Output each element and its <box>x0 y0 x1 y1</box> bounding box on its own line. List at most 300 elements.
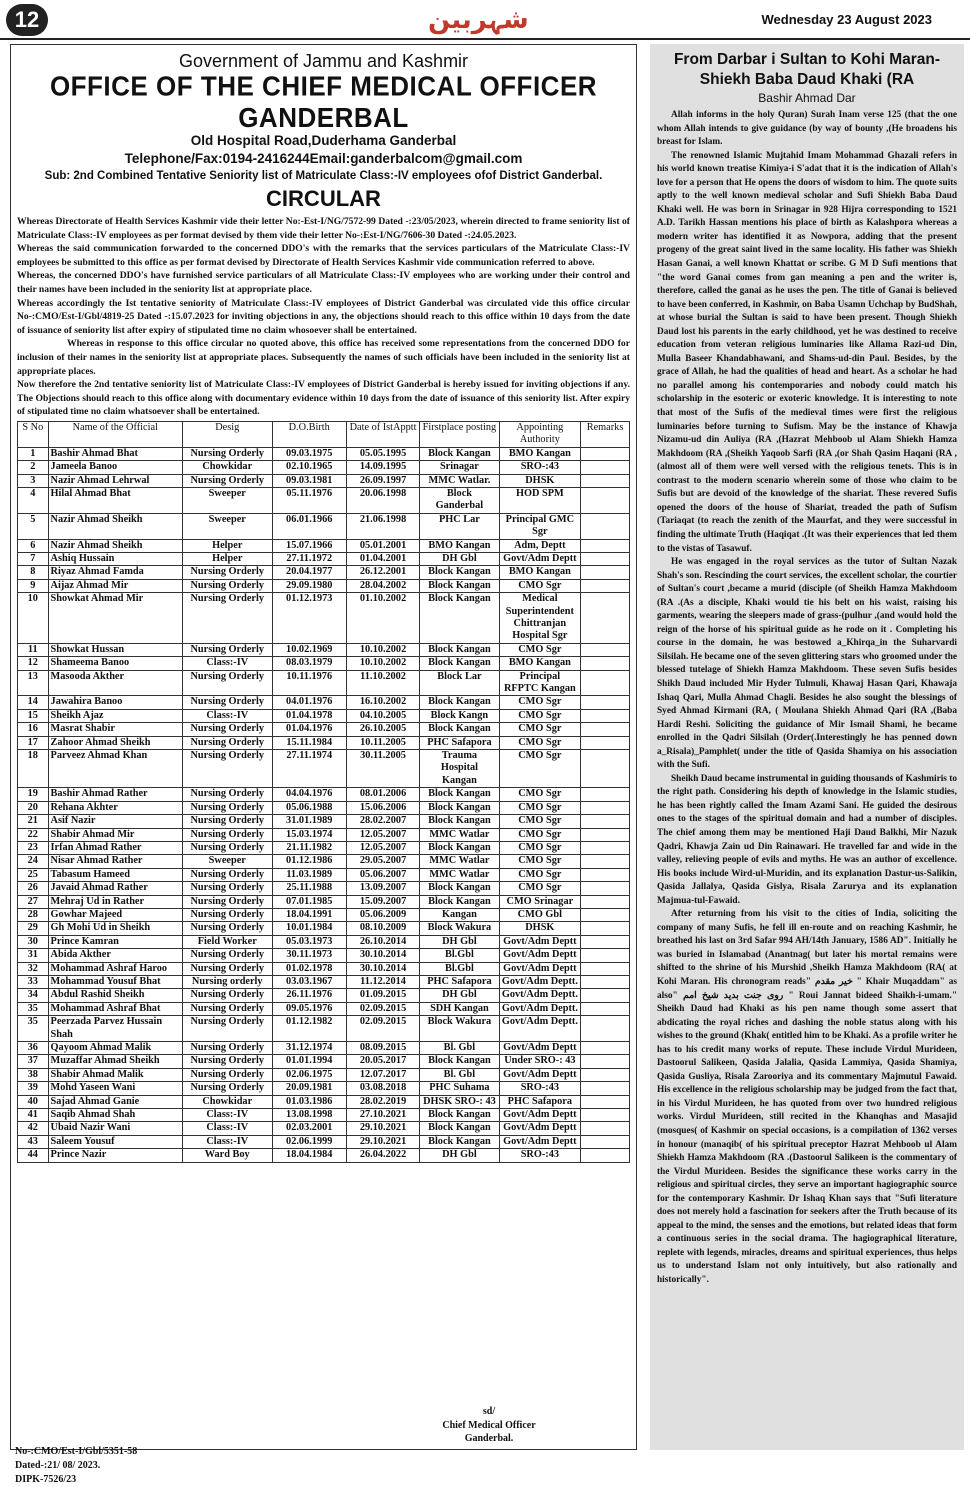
appointment-date-cell: 11.12.2014 <box>346 975 419 988</box>
dob-cell: 26.11.1976 <box>272 989 346 1002</box>
dob-cell: 11.03.1989 <box>272 868 346 881</box>
authority-cell: Govt/Adm Deptt <box>499 1068 580 1081</box>
signature-line: sd/ <box>482 1406 496 1417</box>
appointment-date-cell: 21.06.1998 <box>346 513 419 539</box>
designation-cell: Sweeper <box>182 855 272 868</box>
name-cell: Muzaffar Ahmad Sheikh <box>48 1055 182 1068</box>
column-header: Firstplace posting <box>420 421 499 447</box>
dob-cell: 29.09.1980 <box>272 579 346 592</box>
circular-notice <box>10 44 637 1485</box>
authority-cell: CMO Srinagar <box>499 895 580 908</box>
table-row <box>18 447 630 460</box>
article-paragraph: Allah informs in the holy Quran) Surah Inam verse 125 (that the one whom Allah intends to give guidance (by way of bounty ,(He broadens his breast for Islam. <box>657 110 957 148</box>
serial-cell: 38 <box>18 1068 49 1081</box>
serial-cell: 25 <box>18 868 49 881</box>
name-cell: Mohd Yaseen Wani <box>48 1082 182 1095</box>
designation-cell: Nursing orderly <box>182 975 272 988</box>
designation-cell: Class:-IV <box>182 1135 272 1148</box>
appointment-date-cell: 30.11.2005 <box>346 750 419 788</box>
serial-cell: 10 <box>18 593 49 644</box>
serial-cell: 35 <box>18 1016 49 1042</box>
dob-cell: 01.12.1982 <box>272 1016 346 1042</box>
circular-paragraph: Whereas Directorate of Health Services Kashmir vide their letter No:-Est-I/NG/7572-99 Dated -:23/05/2023, wherein directed to frame seniority list of Matriculate Class:-IV employees as per format devised by them vide their letter No-:Est-I/NG/7606-30 Dated -:24.05.2023. <box>17 216 630 241</box>
posting-cell: Block Kangan <box>420 1135 499 1148</box>
authority-cell: CMO Sgr <box>499 643 580 656</box>
table-row <box>18 1055 630 1068</box>
name-cell: Abdul Rashid Sheikh <box>48 989 182 1002</box>
name-cell: Masrat Shabir <box>48 723 182 736</box>
posting-cell: MMC Watlar <box>420 828 499 841</box>
designation-cell: Nursing Orderly <box>182 1042 272 1055</box>
authority-cell: Under SRO-: 43 <box>499 1055 580 1068</box>
dob-cell: 20.09.1981 <box>272 1082 346 1095</box>
dob-cell: 15.03.1974 <box>272 828 346 841</box>
table-body <box>18 447 630 1162</box>
appointment-date-cell: 02.09.2015 <box>346 1016 419 1042</box>
name-cell: Mohammad Ashraf Haroo <box>48 962 182 975</box>
table-row <box>18 1149 630 1162</box>
dob-cell: 10.01.1984 <box>272 922 346 935</box>
seniority-table <box>17 421 630 1163</box>
appointment-date-cell: 28.02.2019 <box>346 1095 419 1108</box>
dob-cell: 31.01.1989 <box>272 815 346 828</box>
authority-cell: Govt/Adm Deptt <box>499 1042 580 1055</box>
posting-cell: Block Kangan <box>420 815 499 828</box>
dob-cell: 09.05.1976 <box>272 1002 346 1015</box>
table-row <box>18 1042 630 1055</box>
serial-cell: 4 <box>18 487 49 513</box>
table-row <box>18 552 630 565</box>
serial-cell: 28 <box>18 908 49 921</box>
posting-cell: DH Gbl <box>420 1149 499 1162</box>
posting-cell: Block Kangan <box>420 566 499 579</box>
name-cell: Abida Akther <box>48 949 182 962</box>
serial-cell: 14 <box>18 696 49 709</box>
table-row <box>18 539 630 552</box>
designation-cell: Nursing Orderly <box>182 723 272 736</box>
designation-cell: Nursing Orderly <box>182 962 272 975</box>
appointment-date-cell: 29.05.2007 <box>346 855 419 868</box>
posting-cell: DHSK SRO-: 43 <box>420 1095 499 1108</box>
remarks-cell <box>581 566 630 579</box>
designation-cell: Ward Boy <box>182 1149 272 1162</box>
posting-cell: Block Kangan <box>420 643 499 656</box>
table-row <box>18 461 630 474</box>
appointment-date-cell: 29.10.2021 <box>346 1135 419 1148</box>
remarks-cell <box>581 801 630 814</box>
dob-cell: 05.11.1976 <box>272 487 346 513</box>
table-row <box>18 670 630 696</box>
dob-cell: 18.04.1991 <box>272 908 346 921</box>
table-row <box>18 868 630 881</box>
designation-cell: Class:-IV <box>182 657 272 670</box>
name-cell: Jawahira Banoo <box>48 696 182 709</box>
name-cell: Ubaid Nazir Wani <box>48 1122 182 1135</box>
remarks-cell <box>581 855 630 868</box>
circular-paragraph: Whereas accordingly the Ist tentative seniority of Matriculate Class:-IV employees of District Ganderbal was circulated vide this office circular No-:CMO/Est-I/Gbl/4819-25 Dated -:15.07.2023 for inviting objections in any, the objections should reach to this office within 10 days from the date of issuance of seniority list after expiry of stipulated time no claim whosoever shall be entertained. <box>17 297 630 336</box>
designation-cell: Nursing Orderly <box>182 989 272 1002</box>
remarks-cell <box>581 709 630 722</box>
remarks-cell <box>581 657 630 670</box>
appointment-date-cell: 30.10.2014 <box>346 962 419 975</box>
table-row <box>18 487 630 513</box>
authority-cell: SRO-:43 <box>499 1149 580 1162</box>
newspaper-logo: شہربین <box>428 5 529 35</box>
serial-cell: 40 <box>18 1095 49 1108</box>
posting-cell: Block Kangan <box>420 447 499 460</box>
remarks-cell <box>581 579 630 592</box>
office-contact: Telephone/Fax:0194-2416244Email:ganderbalcom@gmail.com <box>124 151 523 166</box>
serial-cell: 11 <box>18 643 49 656</box>
dob-cell: 15.07.1966 <box>272 539 346 552</box>
name-cell: Shameema Banoo <box>48 657 182 670</box>
remarks-cell <box>581 882 630 895</box>
authority-cell: Principal RFPTC Kangan <box>499 670 580 696</box>
authority-cell: Govt/Adm Deptt <box>499 552 580 565</box>
serial-cell: 36 <box>18 1042 49 1055</box>
serial-cell: 6 <box>18 539 49 552</box>
designation-cell: Nursing Orderly <box>182 922 272 935</box>
serial-cell: 16 <box>18 723 49 736</box>
appointment-date-cell: 12.07.2017 <box>346 1068 419 1081</box>
posting-cell: Bl.Gbl <box>420 949 499 962</box>
authority-cell: Govt/Adm Deptt <box>499 1135 580 1148</box>
designation-cell: Nursing Orderly <box>182 1016 272 1042</box>
authority-cell: Govt/Adm Deptt <box>499 1122 580 1135</box>
posting-cell: Block Wakura <box>420 922 499 935</box>
remarks-cell <box>581 474 630 487</box>
posting-cell: Block Kangan <box>420 696 499 709</box>
table-header-row <box>18 421 630 447</box>
dob-cell: 01.04.1978 <box>272 709 346 722</box>
name-cell: Nisar Ahmad Rather <box>48 855 182 868</box>
posting-cell: Block Kangan <box>420 895 499 908</box>
remarks-cell <box>581 447 630 460</box>
serial-cell: 8 <box>18 566 49 579</box>
signature-block <box>409 1405 569 1446</box>
table-row <box>18 922 630 935</box>
dob-cell: 05.03.1973 <box>272 935 346 948</box>
column-header: D.O.Birth <box>272 421 346 447</box>
serial-cell: 1 <box>18 447 49 460</box>
designation-cell: Sweeper <box>182 513 272 539</box>
dob-cell: 31.12.1974 <box>272 1042 346 1055</box>
table-row <box>18 750 630 788</box>
designation-cell: Nursing Orderly <box>182 670 272 696</box>
table-row <box>18 579 630 592</box>
name-cell: Javaid Ahmad Rather <box>48 882 182 895</box>
remarks-cell <box>581 1149 630 1162</box>
authority-cell: BMO Kangan <box>499 657 580 670</box>
dob-cell: 09.03.1981 <box>272 474 346 487</box>
table-row <box>18 474 630 487</box>
posting-cell: Block Kangan <box>420 723 499 736</box>
remarks-cell <box>581 513 630 539</box>
name-cell: Aijaz Ahmad Mir <box>48 579 182 592</box>
name-cell: Sheikh Ajaz <box>48 709 182 722</box>
name-cell: Bashir Ahmad Bhat <box>48 447 182 460</box>
designation-cell: Nursing Orderly <box>182 447 272 460</box>
signature-line: Chief Medical Officer <box>442 1419 536 1431</box>
signature-line: Ganderbal. <box>464 1433 514 1444</box>
dipk-number: DIPK-7526/23 <box>15 1474 77 1485</box>
remarks-cell <box>581 1135 630 1148</box>
designation-cell: Class:-IV <box>182 709 272 722</box>
article-author: Bashir Ahmad Dar <box>758 91 856 105</box>
posting-cell: Srinagar <box>420 461 499 474</box>
posting-cell: Block Kangan <box>420 788 499 801</box>
remarks-cell <box>581 461 630 474</box>
authority-cell: Govt/Adm Deptt. <box>499 1016 580 1042</box>
posting-cell: Bl. Gbl <box>420 1042 499 1055</box>
dob-cell: 02.06.1975 <box>272 1068 346 1081</box>
name-cell: Hilal Ahmad Bhat <box>48 487 182 513</box>
name-cell: Gowhar Majeed <box>48 908 182 921</box>
name-cell: Riyaz Ahmad Famda <box>48 566 182 579</box>
authority-cell: Govt/Adm Deptt. <box>499 989 580 1002</box>
table-row <box>18 801 630 814</box>
serial-cell: 9 <box>18 579 49 592</box>
serial-cell: 15 <box>18 709 49 722</box>
remarks-cell <box>581 1002 630 1015</box>
name-cell: Parveez Ahmad Khan <box>48 750 182 788</box>
reference-number: No-:CMO/Est-I/Gbl/5351-58 <box>15 1446 138 1457</box>
posting-cell: MMC Watlar. <box>420 474 499 487</box>
posting-cell: Block Kangan <box>420 593 499 644</box>
table-row <box>18 949 630 962</box>
appointment-date-cell: 14.09.1995 <box>346 461 419 474</box>
serial-cell: 2 <box>18 461 49 474</box>
serial-cell: 39 <box>18 1082 49 1095</box>
dob-cell: 13.08.1998 <box>272 1109 346 1122</box>
serial-cell: 20 <box>18 801 49 814</box>
dob-cell: 10.02.1969 <box>272 643 346 656</box>
remarks-cell <box>581 1068 630 1081</box>
table-row <box>18 1068 630 1081</box>
appointment-date-cell: 26.10.2005 <box>346 723 419 736</box>
remarks-cell <box>581 935 630 948</box>
dob-cell: 30.11.1973 <box>272 949 346 962</box>
table-row <box>18 975 630 988</box>
name-cell: Peerzada Parvez Hussain Shah <box>48 1016 182 1042</box>
appointment-date-cell: 11.10.2002 <box>346 670 419 696</box>
name-cell: Sajad Ahmad Ganie <box>48 1095 182 1108</box>
name-cell: Showkat Hussan <box>48 643 182 656</box>
designation-cell: Field Worker <box>182 935 272 948</box>
circular-paragraph: Now therefore the 2nd tentative seniority list of Matriculate Class:-IV employees of District Ganderbal is hereby issued for inviting objections if any. The Objections should reach to this office along with documentary evidence within 10 days from the date of issuance of this seniority list. After expiry of stipulated time no claim whatsoever shall be entertained. <box>17 379 630 418</box>
authority-cell: CMO Sgr <box>499 788 580 801</box>
dob-cell: 01.03.1986 <box>272 1095 346 1108</box>
dob-cell: 27.11.1972 <box>272 552 346 565</box>
remarks-cell <box>581 643 630 656</box>
masthead <box>0 0 970 40</box>
name-cell: Shabir Ahmad Malik <box>48 1068 182 1081</box>
remarks-cell <box>581 723 630 736</box>
appointment-date-cell: 26.04.2022 <box>346 1149 419 1162</box>
table-row <box>18 815 630 828</box>
authority-cell: CMO Sgr <box>499 750 580 788</box>
posting-cell: Kangan <box>420 908 499 921</box>
remarks-cell <box>581 1082 630 1095</box>
remarks-cell <box>581 922 630 935</box>
posting-cell: MMC Watlar <box>420 868 499 881</box>
dob-cell: 02.06.1999 <box>272 1135 346 1148</box>
circular-paragraph: Whereas, the concerned DDO's have furnished service particulars of all Matriculate Class:-IV employees who are working under their control and their names have been included in the seniority list at appropriate place. <box>17 270 630 295</box>
appointment-date-cell: 27.10.2021 <box>346 1109 419 1122</box>
table-row <box>18 935 630 948</box>
appointment-date-cell: 01.04.2001 <box>346 552 419 565</box>
name-cell: Saqib Ahmad Shah <box>48 1109 182 1122</box>
appointment-date-cell: 04.10.2005 <box>346 709 419 722</box>
authority-cell: SRO-:43 <box>499 1082 580 1095</box>
remarks-cell <box>581 962 630 975</box>
table-row <box>18 513 630 539</box>
column-header: Date of IstApptt <box>346 421 419 447</box>
appointment-date-cell: 02.09.2015 <box>346 1002 419 1015</box>
serial-cell: 13 <box>18 670 49 696</box>
feature-article <box>650 44 964 1450</box>
name-cell: Irfan Ahmad Rather <box>48 841 182 854</box>
serial-cell: 44 <box>18 1149 49 1162</box>
designation-cell: Nursing Orderly <box>182 868 272 881</box>
posting-cell: Block Wakura <box>420 1016 499 1042</box>
table-row <box>18 696 630 709</box>
government-heading: Government of Jammu and Kashmir <box>178 51 469 71</box>
serial-cell: 17 <box>18 736 49 749</box>
table-row <box>18 841 630 854</box>
serial-cell: 22 <box>18 828 49 841</box>
designation-cell: Nursing Orderly <box>182 801 272 814</box>
designation-cell: Nursing Orderly <box>182 750 272 788</box>
table-row <box>18 1135 630 1148</box>
designation-cell: Nursing Orderly <box>182 566 272 579</box>
remarks-cell <box>581 1016 630 1042</box>
designation-cell: Nursing Orderly <box>182 788 272 801</box>
serial-cell: 31 <box>18 949 49 962</box>
dob-cell: 08.03.1979 <box>272 657 346 670</box>
remarks-cell <box>581 841 630 854</box>
dob-cell: 21.11.1982 <box>272 841 346 854</box>
designation-cell: Nursing Orderly <box>182 593 272 644</box>
article-title: From Darbar i Sultan to Kohi Maran-Shiekh Baba Daud Khaki (RA <box>673 51 941 88</box>
authority-cell: DHSK <box>499 474 580 487</box>
serial-cell: 32 <box>18 962 49 975</box>
table-row <box>18 828 630 841</box>
authority-cell: BMO Kangan <box>499 447 580 460</box>
name-cell: Qayoom Ahmad Malik <box>48 1042 182 1055</box>
posting-cell: PHC Lar <box>420 513 499 539</box>
dob-cell: 20.04.1977 <box>272 566 346 579</box>
designation-cell: Nursing Orderly <box>182 1082 272 1095</box>
article-paragraph: He was engaged in the royal services as the tutor of Sultan Nazak Shah's son. Rescinding the court services, the excellent scholar, the courtier of Sultan's court ,became a murid (disciple (of Sheikh Hamza Makhdoom (RA .(As a disciple, Khaki would tie his belt on his waist, raising his garments, wearing the sleepers made of grass-(pulhur ,(and would hold the reign of the horse of his spiritual guide as he rode on it . Completing his course in the domain, he was bestowed a_Khirqa_in the Suharvardi Silsilah. He became one of the seven glittering stars who groomed under the blessed tutelage of Shiekh Hamza Makhdoom. These seven Sufis besides Shikh Daud included Mir Hyder Tulmuli, Khawaj Hasan Qari, Khawaja Ishaq Qari, Mulla Ahmad Chagli. Besides he also sought the blessings of Syed Ahmad Kirmani (RA, ( Moulana Shiekh Ahmad Qari (RA ,(Baba Hardi Reshi. Soliciting the guidance of Mir Ismail Shami, he became enrolled in the Qadri Silsilah (Order(.Interestingly he has penned down a_Risala)_Pamphlet( under the title of Qasida Shamiya on his association with the Sufi. <box>657 557 957 771</box>
article-paragraph: Sheikh Daud became instrumental in guiding thousands of Kashmiris to the right path. Considering his depth of knowledge in the Islamic studies, he has been rightly called the Imam Azami Sani. He guided the desirous ones to the stages of the spiritual domain and had a number of disciples. The chief among them may be mentioned Haji Daud Balkhi, Mir Nazuk Qadri, Khawja Zain ud Din Rainawari. He travelled far and wide in the valley, relieving people of evils and myths. He was an author of excellence. His books include Wird-ul-Muridin, and its explanation Dastur-us-Salikin, Qasida Jallalya, Qasida Gislya, Risala Zarurya and its explanation Majmua-tul-Fawaid. <box>657 773 957 906</box>
appointment-date-cell: 03.08.2018 <box>346 1082 419 1095</box>
appointment-date-cell: 26.09.1997 <box>346 474 419 487</box>
dob-cell: 02.10.1965 <box>272 461 346 474</box>
dob-cell: 02.03.2001 <box>272 1122 346 1135</box>
dob-cell: 18.04.1984 <box>272 1149 346 1162</box>
name-cell: Bashir Ahmad Rather <box>48 788 182 801</box>
table-row <box>18 736 630 749</box>
name-cell: Masooda Akther <box>48 670 182 696</box>
remarks-cell <box>581 552 630 565</box>
serial-cell: 33 <box>18 975 49 988</box>
designation-cell: Chowkidar <box>182 1095 272 1108</box>
appointment-date-cell: 10.10.2002 <box>346 657 419 670</box>
name-cell: Prince Kamran <box>48 935 182 948</box>
posting-cell: Block Kangan <box>420 882 499 895</box>
table-row <box>18 1095 630 1108</box>
designation-cell: Nursing Orderly <box>182 696 272 709</box>
article-paragraph: The renowned Islamic Mujtahid Imam Mohammad Ghazali refers in his world known treatise Kimiya-i S'adat that it is the indication of Allah's love for a person that He opens the doors of wisdom to him. The quote suits aptly to the well known medieval scholar and Sufi Shiekh Baba Daud Khaki well. He was born in Srinagar in 928 Hijra corresponding to 1521 A.D. Tarikh Hassan mentions his place of birth as Kalashpora whereas a modern writer has identified it as Nowpora, adding that the present progeny of the great saint lived in the same locality. His father was Shiekh Hasan Ganai, a well known Khattat or scribe. G M D Sufi mentions that "the word Ganai comes from gan meaning a pen and the writer is, therefore, called the ganai as he uses the pen. The title of Ganai is believed to have been conferred, in Kashmir, on Baba Usamn Uchchap by BudShah, at whose burial the Sultan is said to have been present. Though Shiekh Daud lost his parents in the early childhood, yet he was destined to receive education from veteran religious luminaries like Allama Razi-ud Din, Mulla Baseer Khandabhawani, and Shams-ud-din Paul. Besides, by the grace of Allah, he had the qualities of head and heart. As a scholar he had no parallel among his contemporaries and nobody could match his scholarship in the esoteric or exoteric knowledge. It is interesting to note that most of the Sufis of the medieval times were first the religious luminaries before turning to Sufism. May be the instance of Khawja Nizamu-ud din Auliya (RA ,(Hazrat Mehboob ul Alam Shiekh Hamza Makhdoom (RA ,(Sheikh Yaqoob Sarfi (RA ,(or Shah Qasim Haqani (RA ,(almost all of them were well versed with the religious tenets. This is in contrast to the modern scenario wherein some of those who claim to be Sufis but are devoid of the knowledge of the shariat. These revered Sufis opened the doors of the house of Shariat, treaded the path of Sufism (Tariaqat (to reach the zenith of the Maurfat, and they were successful in finding the ultimate Truth (Haqiqat .(It was their experiences that led them to the vistas of Tasawuf. <box>657 150 957 554</box>
designation-cell: Nursing Orderly <box>182 1002 272 1015</box>
circular-paragraph: Whereas the said communication forwarded to the concerned DDO's with the remarks that the services particulars of the Matriculate Class:-IV employees be submitted to this office as per format devised by Directorate of Health Services Kashmir vide communication referred to above. <box>17 243 630 268</box>
name-cell: Shabir Ahmad Mir <box>48 828 182 841</box>
name-cell: Zahoor Ahmad Sheikh <box>48 736 182 749</box>
dob-cell: 03.03.1967 <box>272 975 346 988</box>
name-cell: Rehana Akhter <box>48 801 182 814</box>
table-row <box>18 962 630 975</box>
table-row <box>18 1082 630 1095</box>
authority-cell: CMO Sgr <box>499 815 580 828</box>
designation-cell: Nursing Orderly <box>182 815 272 828</box>
name-cell: Nazir Ahmad Sheikh <box>48 513 182 539</box>
serial-cell: 30 <box>18 935 49 948</box>
circular-paragraph: Whereas in response to this office circular no quoted above, this office has received some representations from the concerned DDO for inclusion of their names in the seniority list at appropriate places. Subsequently the names of such officials have been included in the seniority list at appropriate places. <box>17 338 630 377</box>
issue-date: Wednesday 23 August 2023 <box>761 12 932 27</box>
authority-cell: CMO Sgr <box>499 882 580 895</box>
posting-cell: Block Ganderbal <box>420 487 499 513</box>
serial-cell: 5 <box>18 513 49 539</box>
reference-date: Dated-:21/ 08/ 2023. <box>15 1460 101 1471</box>
circular-subject: Sub: 2nd Combined Tentative Seniority list of Matriculate Class:-IV employees ofof District Ganderbal. <box>44 170 603 182</box>
table-row <box>18 657 630 670</box>
dob-cell: 07.01.1985 <box>272 895 346 908</box>
designation-cell: Class:-IV <box>182 1109 272 1122</box>
designation-cell: Nursing Orderly <box>182 882 272 895</box>
table-row <box>18 855 630 868</box>
serial-cell: 27 <box>18 895 49 908</box>
remarks-cell <box>581 736 630 749</box>
designation-cell: Nursing Orderly <box>182 949 272 962</box>
posting-cell: Bl.Gbl <box>420 962 499 975</box>
name-cell: Asif Nazir <box>48 815 182 828</box>
designation-cell: Nursing Orderly <box>182 736 272 749</box>
serial-cell: 37 <box>18 1055 49 1068</box>
office-heading: OFFICE OF THE CHIEF MEDICAL OFFICER GANDERBAL <box>49 70 598 134</box>
article-paragraph: After returning from his visit to the cities of India, soliciting the company of many Sufis, he fell ill en-route and on reaching Kashmir, he breathed his last on 3rd Safar 994 AH/14th January, 1586 AD". Initially he was buried in Islamabad (Anantnag( but later his mortal remains were shifted to the shrine of his Murshid ,Sheikh Hamza Makhdoom (RA( at Kohi Maran. His chronogram reads" خیر مقدم " Khair Muqaddam" as also" روی جنت بدید شیخ امم " Roui Jannat bideed Shaikh-i-umam." Sheikh Daud had Khaki as his pen name though some assert that abdicating the royal riches and dashing the noble status along with his wishes to the ground (Khak( entitled him to be Khaki. As a profile writer he has to his credit many works of repute. These include Virdul Murideen, Dastoorul Salikeen, Qasida Jalalia, Qasida Lammiya, Qasida Shamiya, Qasida Gusliya, Risala Zarooriya and its commentary Majmutul Fawaid. His excellence in the religious scholarship may be judged from the fact that, in his Virdul Murideen, he has quoted from over two hundred religious works. Virdul Murideen, still recited in the Khanqhas and Masajid (mosques( of Kashmir on special occasions, is a compilation of 1362 verses in honour (manaqib( of his spiritual preceptor Hazrat Mehboob ul Alam Shiekh Hamza Makhdoom (RA .(Dastoorul Salikeen is the commentary of the Virdul Murideen. Besides the significance these works carry in the religious and spiritual circles, they serve an important hagiographic source for the contemporary Kashmir. Dr Ishaq Khan says that "Sufi literature does not merely hold a fascination for seekers after the Truth because of its appeal to the mind, the senses and the emotions, but related ideas that form a continuous series in the social drama. The hagiographical literature, replete with legends, miracles, dreams and spiritual experiences, thus helps us to understand Islam not only intuitively, but also rationally and historically". <box>657 909 958 1286</box>
posting-cell: Block Kangan <box>420 657 499 670</box>
name-cell: Mohammad Yousuf Bhat <box>48 975 182 988</box>
designation-cell: Nursing Orderly <box>182 643 272 656</box>
remarks-cell <box>581 815 630 828</box>
authority-cell: Medical Superintendent Chittranjan Hospital Sgr <box>499 593 580 644</box>
table-row <box>18 1002 630 1015</box>
posting-cell: Trauma Hospital Kangan <box>420 750 499 788</box>
serial-cell: 7 <box>18 552 49 565</box>
remarks-cell <box>581 593 630 644</box>
authority-cell: Adm, Deptt <box>499 539 580 552</box>
appointment-date-cell: 05.01.2001 <box>346 539 419 552</box>
authority-cell: Govt/Adm Deptt <box>499 935 580 948</box>
table-row <box>18 989 630 1002</box>
remarks-cell <box>581 1095 630 1108</box>
dob-cell: 04.04.1976 <box>272 788 346 801</box>
posting-cell: BMO Kangan <box>420 539 499 552</box>
dob-cell: 06.01.1966 <box>272 513 346 539</box>
table-row <box>18 882 630 895</box>
serial-cell: 24 <box>18 855 49 868</box>
